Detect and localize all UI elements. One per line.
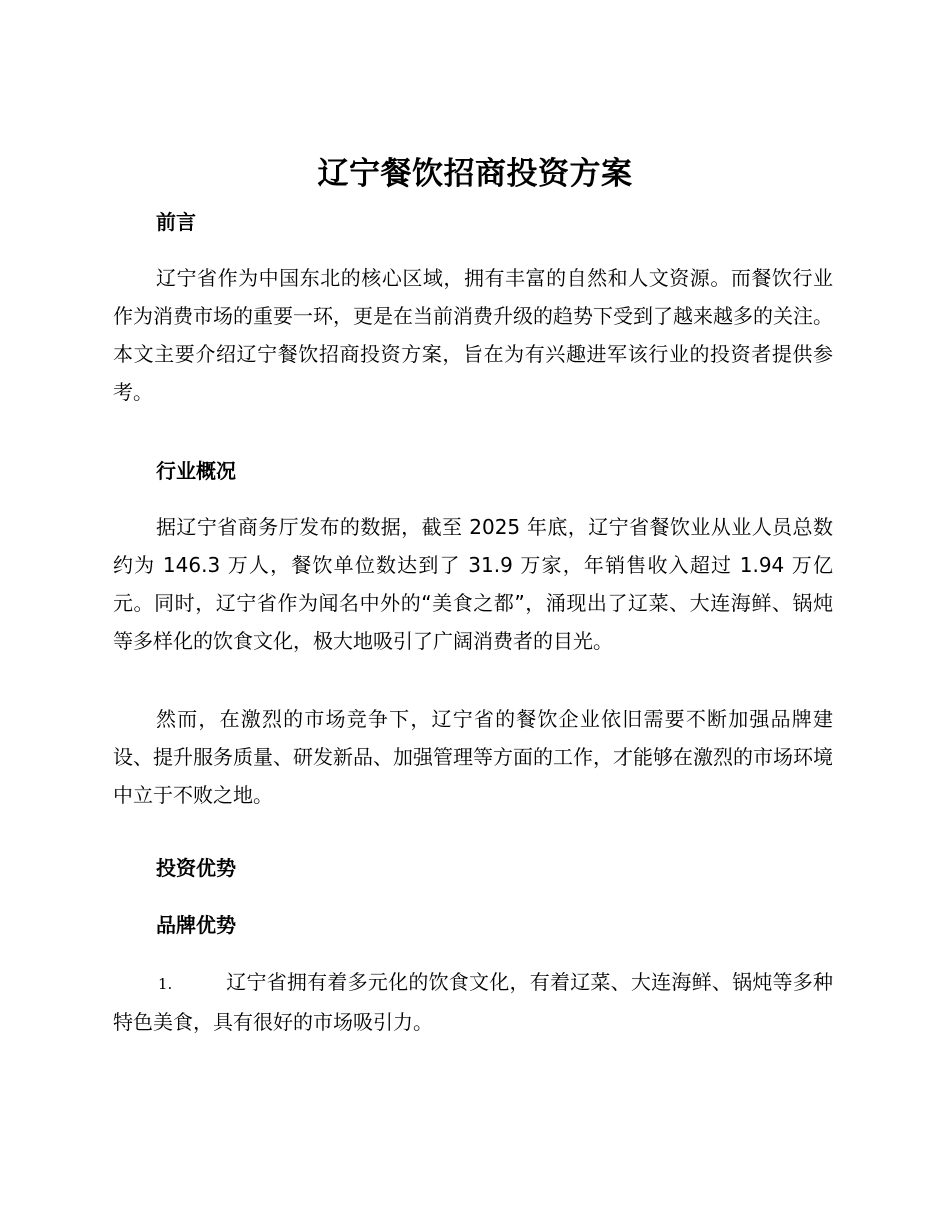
list-item-number: 1. bbox=[158, 975, 173, 993]
list-item-text: 辽宁省拥有着多元化的饮食文化，有着辽菜、大连海鲜、锅炖等多种特色美食，具有很好的市场吸引力。 bbox=[113, 970, 833, 1034]
document-title: 辽宁餐饮招商投资方案 bbox=[317, 156, 633, 192]
heading-brand-advantages: 品牌优势 bbox=[156, 913, 236, 937]
paragraph-overview-2: 然而，在激烈的市场竞争下，辽宁省的餐饮企业依旧需要不断加强品牌建设、提升服务质量、研发新品、加强管理等方面的工作，才能够在激烈的市场环境中立于不败之地。 bbox=[113, 707, 833, 807]
heading-industry-overview: 行业概况 bbox=[156, 459, 236, 483]
paragraph-overview-1: 据辽宁省商务厅发布的数据，截至 2025 年底，辽宁省餐饮业从业人员总数约为 146.3 万人，餐饮单位数达到了 31.9 万家，年销售收入超过 1.94 万亿元。同时，辽宁省作为闻名中外的“美食之都”，涌现出了辽菜、大连海鲜、锅炖等多样化的饮食文化，极大地吸引了广阔消费者的目光。 bbox=[113, 515, 833, 653]
paragraph-preface: 辽宁省作为中国东北的核心区域，拥有丰富的自然和人文资源。而餐饮行业作为消费市场的重要一环，更是在当前消费升级的趋势下受到了越来越多的关注。本文主要介绍辽宁餐饮招商投资方案，旨在为有兴趣进军该行业的投资者提供参考。 bbox=[113, 266, 833, 404]
heading-preface: 前言 bbox=[156, 210, 196, 234]
heading-investment-advantages: 投资优势 bbox=[156, 856, 236, 880]
list-item bbox=[113, 963, 833, 1041]
